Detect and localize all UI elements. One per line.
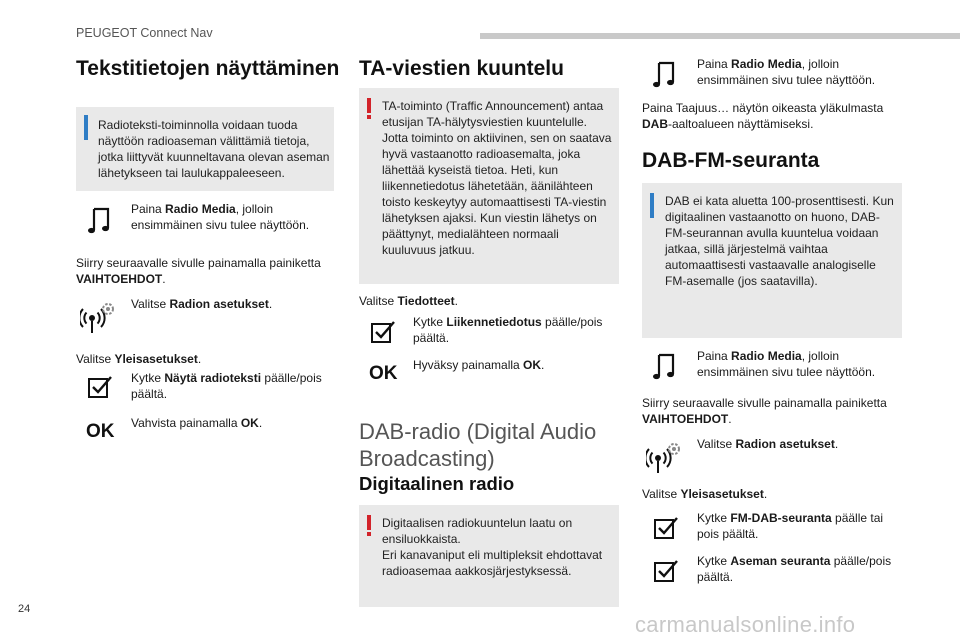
para-options-2 [642,395,904,427]
text: Hyväksy painamalla [413,358,524,372]
warning-icon [367,515,371,530]
step-confirm-ok [131,415,331,431]
text: . [728,412,732,426]
text-bold: Radio Media [165,202,236,216]
text: , jolloin ensimmäinen sivu tulee näyttöön. [131,202,310,232]
para-general-settings [76,351,336,367]
text: Vahvista painamalla [131,416,241,430]
text-bold: Tiedotteet [397,294,455,308]
checkbox-icon [653,557,679,583]
ok-icon: OK [369,363,398,384]
text: Kytke [697,511,731,525]
radio-settings-icon [80,300,118,334]
info-box-text: DAB ei kata aluetta 100-prosenttisesti. Kun digitaalinen vastaanotto on huono, DAB-FM-seurannan avulla kuuntelua voidaan jatkaa, sillä järjestelmä vaihtaa automaattisesti vastaavalle analogiselle FM-asemalle (jos saatavilla). [665,194,894,288]
music-note-icon [652,352,676,380]
text: . [258,416,263,430]
text: Valitse [642,487,681,501]
text-bold: DAB [642,117,668,131]
para-dab-band [642,100,904,132]
info-icon [650,193,654,218]
step-radio-media [697,56,902,88]
text-bold: Aseman seuranta [730,554,831,568]
text-bold: VAIHTOEHDOT [76,272,163,286]
step-radio-media-2 [697,348,902,380]
header-title: PEUGEOT Connect Nav [76,26,213,40]
radio-settings-icon [646,440,684,474]
ok-icon: OK [86,421,115,442]
text: -aaltoalueen näyttämiseksi. [668,117,814,131]
warning-icon [367,98,371,113]
text-bold: Yleisasetukset [680,487,764,501]
text: Siirry seuraavalle sivulle painamalla painiketta [76,256,321,270]
info-icon [84,115,88,140]
dab-title-line1: DAB-radio (Digital Audio [359,419,597,444]
header-bar [480,33,960,39]
text: , jolloin ensimmäinen sivu tulee näyttöön. [697,57,876,87]
checkbox-icon [370,318,396,344]
warning-box-ta [359,88,619,284]
checkbox-icon [653,514,679,540]
text: Valitse [76,352,115,366]
text: Kytke [413,315,447,329]
text-bold: Radio Media [731,57,802,71]
step-show-radiotext [131,370,331,402]
text: Paina Taajuus… näytön oikeasta yläkulmasta [642,101,884,115]
text: . [763,487,768,501]
text-bold: Radion asetukset [169,297,269,311]
text-bold: Radion asetukset [735,437,835,451]
watermark: carmanualsonline.info [635,612,856,637]
music-note-icon [87,206,111,234]
text: . [162,272,166,286]
step-radio-media [131,201,331,233]
text: . [197,352,202,366]
section-title-dab-fm: DAB-FM-seuranta [642,149,820,172]
text: , jolloin ensimmäinen sivu tulee näyttöön. [697,349,876,379]
text: päälle tai pois päältä. [697,511,884,541]
text: . [834,437,839,451]
para-general-settings-2 [642,486,904,502]
page-number: 24 [18,603,31,615]
text: päälle/pois päältä. [413,315,603,345]
text: Valitse [359,294,398,308]
step-radio-settings-2 [697,436,902,452]
para-options [76,255,336,287]
music-note-icon [652,60,676,88]
text: Paina [697,57,732,71]
text-bold: Näytä radioteksti [164,371,262,385]
dab-title-line2: Broadcasting) [359,446,495,471]
info-box-text: Radioteksti-toiminnolla voidaan tuoda näyttöön radioaseman välittämiä tietoja, jotka liittyvät kuunneltavana olevan aseman lähetykseen tai laulukappaleeseen. [98,118,330,180]
text-bold: Radio Media [731,349,802,363]
info-box-radiotext [76,107,334,191]
text-bold: OK [523,358,542,372]
warning-box-digital [359,505,619,607]
section-title-ta: TA-viestien kuuntelu [359,57,564,80]
step-accept-ok [413,357,615,373]
text: Valitse [131,297,170,311]
text-bold: OK [240,416,259,430]
subsection-title-digital-radio: Digitaalinen radio [359,473,515,494]
text: Paina [131,202,166,216]
checkbox-icon [87,373,113,399]
warning-icon-dot [367,115,371,119]
para-announcements [359,293,619,309]
warning-icon-dot [367,532,371,536]
text: päälle/pois päältä. [697,554,892,584]
text: päälle/pois päältä. [131,371,322,401]
info-box-dab-fm [642,183,902,338]
section-title-dab [359,418,629,472]
text: . [454,294,458,308]
text: . [268,297,273,311]
step-radio-settings [131,296,331,312]
text: Paina [697,349,732,363]
step-traffic-info [413,314,615,346]
text: Kytke [131,371,165,385]
warning-box-text: TA-toiminto (Traffic Announcement) antaa etusijan TA-hälytysviestien kuuntelulle. Jotta toiminto on aktiivinen, sen on saatava hyvä vastaanotto radioasemalta, joka lähettää kyseistä tietoa. Heti, kun liikennetiedotus lähetetään, äänilähteen toisto keskeytyy automaattisesti TA-viestin lähetyksen ajaksi. Kun viestin lähetys on päättynyt, medialähteen normaali kuuluvuus jatkuu. [382,99,612,257]
text-bold: FM-DAB-seuranta [730,511,832,525]
step-station-tracking [697,553,902,585]
text-bold: VAIHTOEHDOT [642,412,729,426]
text: . [541,358,545,372]
warning-box-text: Digitaalisen radiokuuntelun laatu on ensiluokkaista. Eri kanavaniput eli multipleksit ehdottavat radioasemaa aakkosjärjestyksessä. [382,516,603,578]
text: Kytke [697,554,731,568]
text: Siirry seuraavalle sivulle painamalla painiketta [642,396,887,410]
step-fm-dab-tracking [697,510,902,542]
section-title-radiotext: Tekstitietojen näyttäminen [76,57,340,80]
text-bold: Liikennetiedotus [446,315,542,329]
text: Valitse [697,437,736,451]
text-bold: Yleisasetukset [114,352,198,366]
